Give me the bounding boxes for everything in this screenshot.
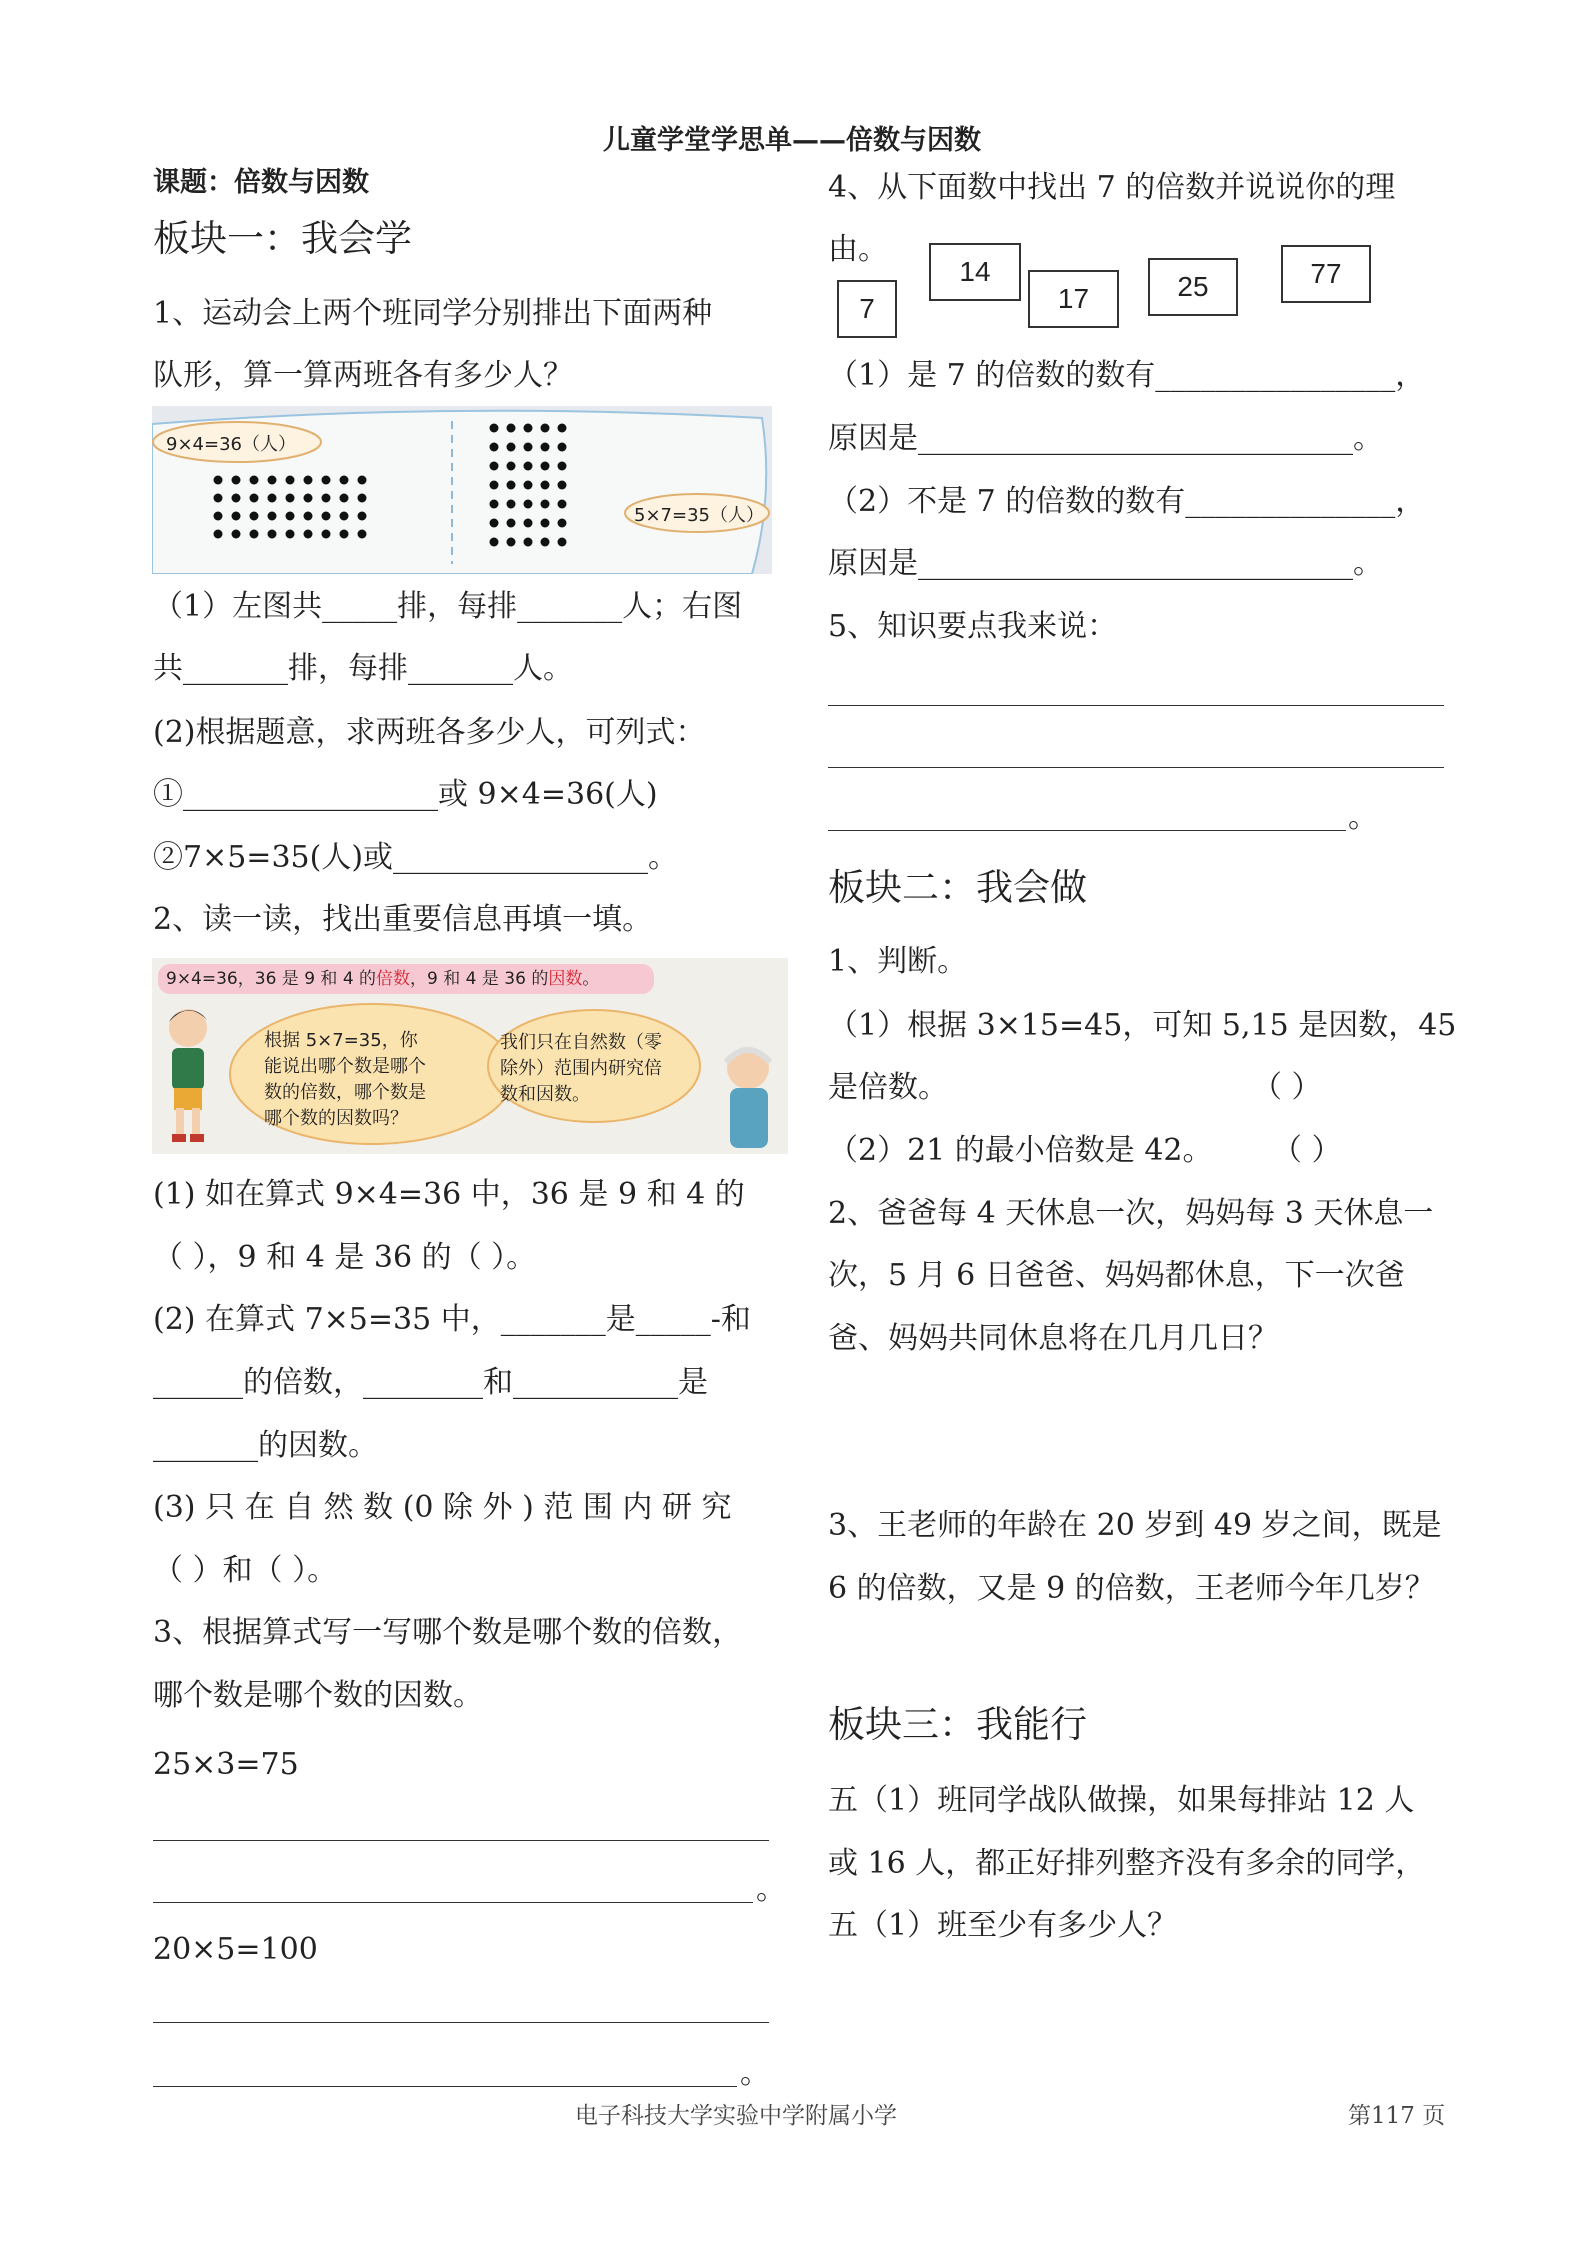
- formation-dot: [524, 443, 533, 452]
- bubble1-line4: 哪个数的因数吗？: [264, 1108, 408, 1129]
- formation-dot: [558, 424, 567, 433]
- formation-dot: [541, 443, 550, 452]
- formation-dot: [524, 538, 533, 547]
- q4-line1: 4、从下面数中找出 7 的倍数并说说你的理: [828, 170, 1396, 205]
- q4-part1-line1: （1）是 7 的倍数的数有________________，: [828, 358, 1426, 393]
- formation-dot: [541, 500, 550, 509]
- s2-q3-line1: 3、王老师的年龄在 20 岁到 49 岁之间，既是: [828, 1508, 1442, 1543]
- s2-q1-part1-line1: （1）根据 3×15=45，可知 5,15 是因数，45: [828, 1008, 1457, 1043]
- footer-page-number: 第117 页: [1348, 2103, 1446, 2129]
- formation-dot: [507, 538, 516, 547]
- formation-dot: [358, 476, 367, 485]
- s2-q2-line1: 2、爸爸每 4 天休息一次，妈妈每 3 天休息一: [828, 1196, 1434, 1231]
- q4-line2: 由。: [828, 232, 888, 267]
- number-box-17: 17: [1028, 270, 1119, 328]
- q4-part2-line2: 原因是_____________________________。: [828, 546, 1383, 581]
- formation-dot: [268, 494, 277, 503]
- formation-dot: [214, 476, 223, 485]
- q4-part2-line1: （2）不是 7 的倍数的数有______________，: [828, 484, 1426, 519]
- formation-dot: [524, 481, 533, 490]
- formation-dot: [340, 530, 349, 539]
- judge-answer-paren-2[interactable]: （ ）: [1272, 1133, 1342, 1168]
- s3-line1: 五（1）班同学战队做操，如果每排站 12 人: [828, 1783, 1415, 1818]
- formation-dot: [286, 494, 295, 503]
- formation-dot: [490, 443, 499, 452]
- q3-line2: 哪个数是哪个数的因数。: [153, 1678, 483, 1713]
- answer-period: 。: [1348, 800, 1378, 835]
- number-box-7: 7: [837, 280, 897, 338]
- formation-dot: [268, 476, 277, 485]
- formation-dot: [322, 494, 331, 503]
- formation-dot: [558, 481, 567, 490]
- q2-line: 2、读一读，找出重要信息再填一填。: [153, 902, 653, 937]
- section1-heading: 板块一：我会学: [153, 217, 412, 260]
- boy-speech-bubble: [264, 1028, 426, 1132]
- formation-dot: [490, 519, 499, 528]
- teacher-speech-bubble: [500, 1030, 662, 1108]
- formation-dot: [524, 424, 533, 433]
- textbook-characters: [152, 958, 788, 1154]
- bubble2-line3: 数和因数。: [500, 1084, 590, 1105]
- banner-keyword-factor: 因数: [548, 969, 583, 989]
- formation-dot: [507, 519, 516, 528]
- formation-dot: [541, 538, 550, 547]
- q1-part1-line1: （1）左图共_____排，每排_______人；右图: [153, 589, 743, 624]
- formation-dot: [541, 519, 550, 528]
- q2-part3-line1: (3) 只 在 自 然 数 (0 除 外 ) 范 围 内 研 究: [153, 1490, 732, 1525]
- formation-dot: [286, 476, 295, 485]
- answer-line: [153, 2022, 769, 2023]
- formation-dot: [304, 476, 313, 485]
- q1-part2: (2)根据题意，求两班各多少人，可列式：: [153, 715, 706, 750]
- formation-dot: [340, 476, 349, 485]
- s2-q2-line3: 爸、妈妈共同休息将在几月几日？: [828, 1321, 1278, 1356]
- formation-dot: [507, 481, 516, 490]
- formation-dot: [250, 512, 259, 521]
- formation-dot: [214, 494, 223, 503]
- formation-dot: [268, 530, 277, 539]
- formation-dot: [558, 462, 567, 471]
- formation-dot: [250, 530, 259, 539]
- formation-dot: [490, 500, 499, 509]
- bubble1-line2: 能说出哪个数是哪个: [264, 1056, 426, 1077]
- formation-dot: [286, 530, 295, 539]
- q1-part1-line2: 共_______排，每排_______人。: [153, 651, 573, 686]
- answer-line: [153, 1902, 753, 1903]
- bubble1-line3: 数的倍数，哪个数是: [264, 1082, 426, 1103]
- q3-line1: 3、根据算式写一写哪个数是哪个数的倍数，: [153, 1615, 743, 1650]
- right-formation-label: 5×7=35（人）: [634, 505, 764, 526]
- formation-dot: [558, 443, 567, 452]
- formation-dot: [250, 494, 259, 503]
- q1-line1: 1、运动会上两个班同学分别排出下面两种: [153, 296, 713, 331]
- q2-part2-line1: (2) 在算式 7×5=35 中，_______是_____-和: [153, 1302, 751, 1337]
- banner-text-c: ，9 和 4 是 36 的: [410, 969, 549, 989]
- textbook-image: [152, 958, 788, 1154]
- q2-part1-line2: （ ），9 和 4 是 36 的（ ）。: [153, 1240, 537, 1275]
- answer-line: [153, 1840, 769, 1841]
- q2-part2-line2: ______的倍数，________和___________是: [153, 1365, 708, 1400]
- footer-school: 电子科技大学实验中学附属小学: [575, 2103, 897, 2129]
- formation-dot: [250, 476, 259, 485]
- formation-dot: [558, 519, 567, 528]
- s2-q3-line2: 6 的倍数，又是 9 的倍数，王老师今年几岁？: [828, 1571, 1435, 1606]
- formation-image: [152, 406, 772, 574]
- section3-heading: 板块三：我能行: [828, 1703, 1087, 1746]
- formation-dot: [340, 512, 349, 521]
- banner-text-e: 。: [582, 969, 600, 989]
- formation-dot: [268, 512, 277, 521]
- formation-dot: [558, 500, 567, 509]
- formation-dot: [214, 530, 223, 539]
- lesson-label: 课题：倍数与因数: [153, 167, 369, 198]
- answer-line: [828, 705, 1444, 706]
- answer-line: [153, 2086, 737, 2087]
- formation-dot: [322, 530, 331, 539]
- page-title: 儿童学堂学思单——倍数与因数: [603, 125, 981, 156]
- judge-answer-paren-1[interactable]: （ ）: [1252, 1070, 1322, 1105]
- equation-20x5: 20×5=100: [153, 1932, 318, 1967]
- number-box-77: 77: [1281, 245, 1371, 303]
- answer-period: 。: [740, 2056, 770, 2091]
- banner-keyword-multiple: 倍数: [376, 969, 411, 989]
- formation-dot: [304, 530, 313, 539]
- bubble2-line2: 除外）范围内研究倍: [500, 1058, 662, 1079]
- formation-dot: [214, 512, 223, 521]
- formation-dot: [232, 494, 241, 503]
- equation-25x3: 25×3=75: [153, 1747, 299, 1782]
- bubble2-line1: 我们只在自然数（零: [500, 1032, 662, 1053]
- formation-dot: [490, 481, 499, 490]
- answer-period: 。: [756, 1872, 786, 1907]
- section2-heading: 板块二：我会做: [828, 866, 1087, 909]
- formation-dot: [507, 462, 516, 471]
- bubble1-line1: 根据 5×7=35，你: [264, 1030, 418, 1051]
- formation-dot: [541, 481, 550, 490]
- q1-part2-a: ①_________________或 9×4=36(人): [153, 777, 658, 812]
- q1-part2-b: ②7×5=35(人)或_________________。: [153, 840, 679, 875]
- formation-dot: [524, 462, 533, 471]
- formation-dot: [490, 462, 499, 471]
- formation-dot: [358, 494, 367, 503]
- formation-dot: [358, 530, 367, 539]
- formation-dot: [558, 538, 567, 547]
- number-box-14: 14: [929, 243, 1021, 301]
- formation-dot: [322, 476, 331, 485]
- formation-dot: [524, 519, 533, 528]
- formation-dot: [524, 500, 533, 509]
- formation-dot: [507, 424, 516, 433]
- left-formation-label: 9×4=36（人）: [166, 434, 296, 455]
- formation-dot: [490, 538, 499, 547]
- s2-q1-part1-line2: 是倍数。: [828, 1070, 948, 1105]
- formation-dot: [507, 443, 516, 452]
- formation-dot: [541, 424, 550, 433]
- q1-line2: 队形，算一算两班各有多少人？: [153, 358, 573, 393]
- formation-dot: [232, 476, 241, 485]
- s2-q1-part2: （2）21 的最小倍数是 42。: [828, 1133, 1213, 1168]
- formation-dot: [507, 500, 516, 509]
- q2-part3-line2: （ ）和（ ）。: [153, 1553, 338, 1588]
- formation-dot: [232, 530, 241, 539]
- banner-text-a: 9×4=36，36 是 9 和 4 的: [166, 969, 377, 989]
- formation-dot: [304, 512, 313, 521]
- q2-part1-line1: (1) 如在算式 9×4=36 中，36 是 9 和 4 的: [153, 1177, 745, 1212]
- formation-dot: [358, 512, 367, 521]
- s3-line2: 或 16 人，都正好排列整齐没有多余的同学，: [828, 1846, 1426, 1881]
- formation-dot: [340, 494, 349, 503]
- formation-dot: [286, 512, 295, 521]
- s3-line3: 五（1）班至少有多少人？: [828, 1908, 1178, 1943]
- q4-part1-line2: 原因是_____________________________。: [828, 421, 1383, 456]
- formation-dot: [490, 424, 499, 433]
- answer-line: [828, 767, 1444, 768]
- answer-line: [828, 830, 1346, 831]
- formation-dot: [232, 512, 241, 521]
- s2-q1: 1、判断。: [828, 944, 968, 979]
- formation-dot: [541, 462, 550, 471]
- formation-dot: [304, 494, 313, 503]
- number-box-25: 25: [1148, 258, 1238, 316]
- q5-line: 5、知识要点我来说：: [828, 609, 1118, 644]
- s2-q2-line2: 次，5 月 6 日爸爸、妈妈都休息，下一次爸: [828, 1258, 1405, 1293]
- q2-part2-line3: _______的因数。: [153, 1428, 378, 1463]
- formation-dot: [322, 512, 331, 521]
